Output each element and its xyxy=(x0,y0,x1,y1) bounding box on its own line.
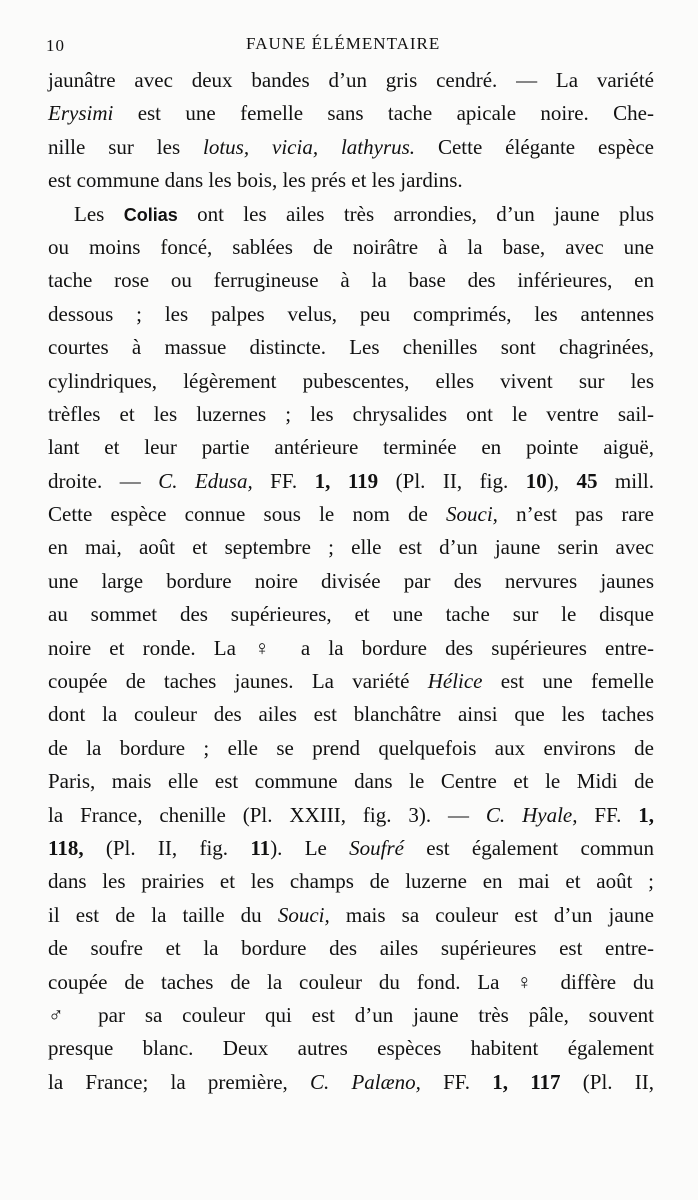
text-segment: nille sur les xyxy=(48,134,204,159)
text-segment: coupée de taches de la couleur du fond. La ♀ diffère du xyxy=(48,969,654,994)
genus-name: Colias xyxy=(123,204,178,225)
text-segment: (Pl. II, xyxy=(560,1069,654,1094)
text-line xyxy=(48,64,654,97)
body-text xyxy=(48,64,654,1099)
text-line xyxy=(48,832,654,865)
text-line xyxy=(48,565,654,598)
page-number: 10 xyxy=(46,36,65,55)
text-segment: en mai, août et septembre ; elle est d’un jaune serin avec xyxy=(48,535,654,560)
bold-text: 1, 117 xyxy=(492,1069,561,1094)
text-segment: Paris, mais elle est commune dans le Centre et le Midi de xyxy=(48,769,654,794)
text-segment: dont la couleur des ailes est blanchâtre ainsi que les taches xyxy=(48,702,654,727)
text-line xyxy=(48,164,654,197)
text-segment: au sommet des supérieures, et une tache sur le disque xyxy=(48,602,654,627)
text-segment: courtes à massue distincte. Les chenilles sont chagrinées, xyxy=(48,335,654,360)
text-line xyxy=(48,932,654,965)
text-segment: Les xyxy=(74,201,124,226)
text-segment: est commune dans les bois, les prés et les jardins. xyxy=(48,168,463,193)
bold-text: 45 xyxy=(576,468,598,493)
text-segment: noire et ronde. La ♀ a la bordure des supérieures entre- xyxy=(48,635,654,660)
italic-text: Soufré xyxy=(349,835,404,860)
text-segment: Cette espèce connue sous le nom de xyxy=(48,502,447,527)
text-line xyxy=(48,966,654,999)
text-line xyxy=(48,131,654,164)
text-segment: Cette élégante espèce xyxy=(415,134,654,159)
text-segment: la France; la première, xyxy=(48,1069,310,1094)
text-segment: dessous ; les palpes velus, peu comprimés, les antennes xyxy=(48,301,654,326)
text-line xyxy=(48,331,654,364)
text-segment: mais sa couleur est d’un jaune xyxy=(329,902,654,927)
text-segment: de soufre et la bordure des ailes supérieures est entre- xyxy=(48,936,654,961)
text-line xyxy=(48,198,654,231)
text-segment: ♂ par sa couleur qui est d’un jaune très pâle, souvent xyxy=(48,1002,654,1027)
text-line xyxy=(48,632,654,665)
text-segment: ), xyxy=(546,468,577,493)
text-segment: (Pl. II, fig. xyxy=(83,835,251,860)
text-segment: n’est pas rare xyxy=(497,502,654,527)
text-segment: droite. — xyxy=(48,468,159,493)
text-line xyxy=(48,865,654,898)
bold-text: 118, xyxy=(48,835,84,860)
text-segment: FF. xyxy=(252,468,315,493)
text-line xyxy=(48,97,654,130)
text-line xyxy=(48,598,654,631)
text-line xyxy=(48,465,654,498)
text-line xyxy=(48,799,654,832)
page-header xyxy=(0,28,698,58)
italic-text: C. Palæno, xyxy=(310,1069,421,1094)
text-segment: tache rose ou ferrugineuse à la base des inférieures, en xyxy=(48,268,654,293)
text-line xyxy=(48,765,654,798)
text-segment: trèfles et les luzernes ; les chrysalides ont le ventre sail- xyxy=(48,401,654,426)
text-segment: lant et leur partie antérieure terminée en pointe aiguë, xyxy=(48,435,654,460)
text-segment: ou moins foncé, sablées de noirâtre à la base, avec une xyxy=(48,234,654,259)
italic-text: Souci, xyxy=(446,502,498,527)
text-line xyxy=(48,264,654,297)
text-line xyxy=(48,732,654,765)
bold-text: 11 xyxy=(250,835,271,860)
italic-text: Hélice xyxy=(427,669,483,694)
text-segment: presque blanc. Deux autres espèces habitent également xyxy=(48,1036,654,1061)
text-segment: il est de la taille du xyxy=(48,902,278,927)
italic-text: Erysimi xyxy=(48,101,114,126)
italic-text: Souci, xyxy=(277,902,330,927)
text-segment: (Pl. II, fig. xyxy=(378,468,526,493)
text-segment: dans les prairies et les champs de luzerne en mai et août ; xyxy=(48,869,654,894)
bold-text: 1, 119 xyxy=(314,468,379,493)
italic-text: C. Hyale, xyxy=(485,802,578,827)
running-title: FAUNE ÉLÉMENTAIRE xyxy=(246,34,441,53)
text-line xyxy=(48,999,654,1032)
text-line xyxy=(48,498,654,531)
text-segment: ont les ailes très arrondies, d’un jaune plus xyxy=(177,201,655,226)
text-segment: coupée de taches jaunes. La variété xyxy=(48,669,428,694)
text-segment: est une femelle xyxy=(482,669,654,694)
text-segment: une large bordure noire divisée par des nervures jaunes xyxy=(48,568,654,593)
italic-text: C. Edusa, xyxy=(158,468,253,493)
text-segment: jaunâtre avec deux bandes d’un gris cendré. — La variété xyxy=(48,68,654,92)
bold-text: 1, xyxy=(638,802,654,827)
text-segment: la France, chenille (Pl. XXIII, fig. 3). — xyxy=(48,802,486,827)
text-segment: FF. xyxy=(577,802,639,827)
italic-text: lotus, vicia, lathyrus. xyxy=(203,134,416,159)
text-segment: mill. xyxy=(597,468,655,493)
text-line xyxy=(48,1066,654,1099)
text-segment: est également commun xyxy=(404,835,654,860)
text-segment: est une femelle sans tache apicale noire. Che- xyxy=(113,101,654,126)
text-line xyxy=(48,665,654,698)
text-line xyxy=(48,398,654,431)
text-line xyxy=(48,1032,654,1065)
text-line xyxy=(48,698,654,731)
text-line xyxy=(48,431,654,464)
text-line xyxy=(48,365,654,398)
text-line xyxy=(48,899,654,932)
text-segment: ). Le xyxy=(270,835,350,860)
text-segment: de la bordure ; elle se prend quelquefois aux environs de xyxy=(48,735,654,760)
text-line xyxy=(48,231,654,264)
text-line xyxy=(48,298,654,331)
text-line xyxy=(48,531,654,564)
text-segment: FF. xyxy=(420,1069,493,1094)
bold-text: 10 xyxy=(525,468,547,493)
text-segment: cylindriques, légèrement pubescentes, elles vivent sur les xyxy=(48,368,654,393)
